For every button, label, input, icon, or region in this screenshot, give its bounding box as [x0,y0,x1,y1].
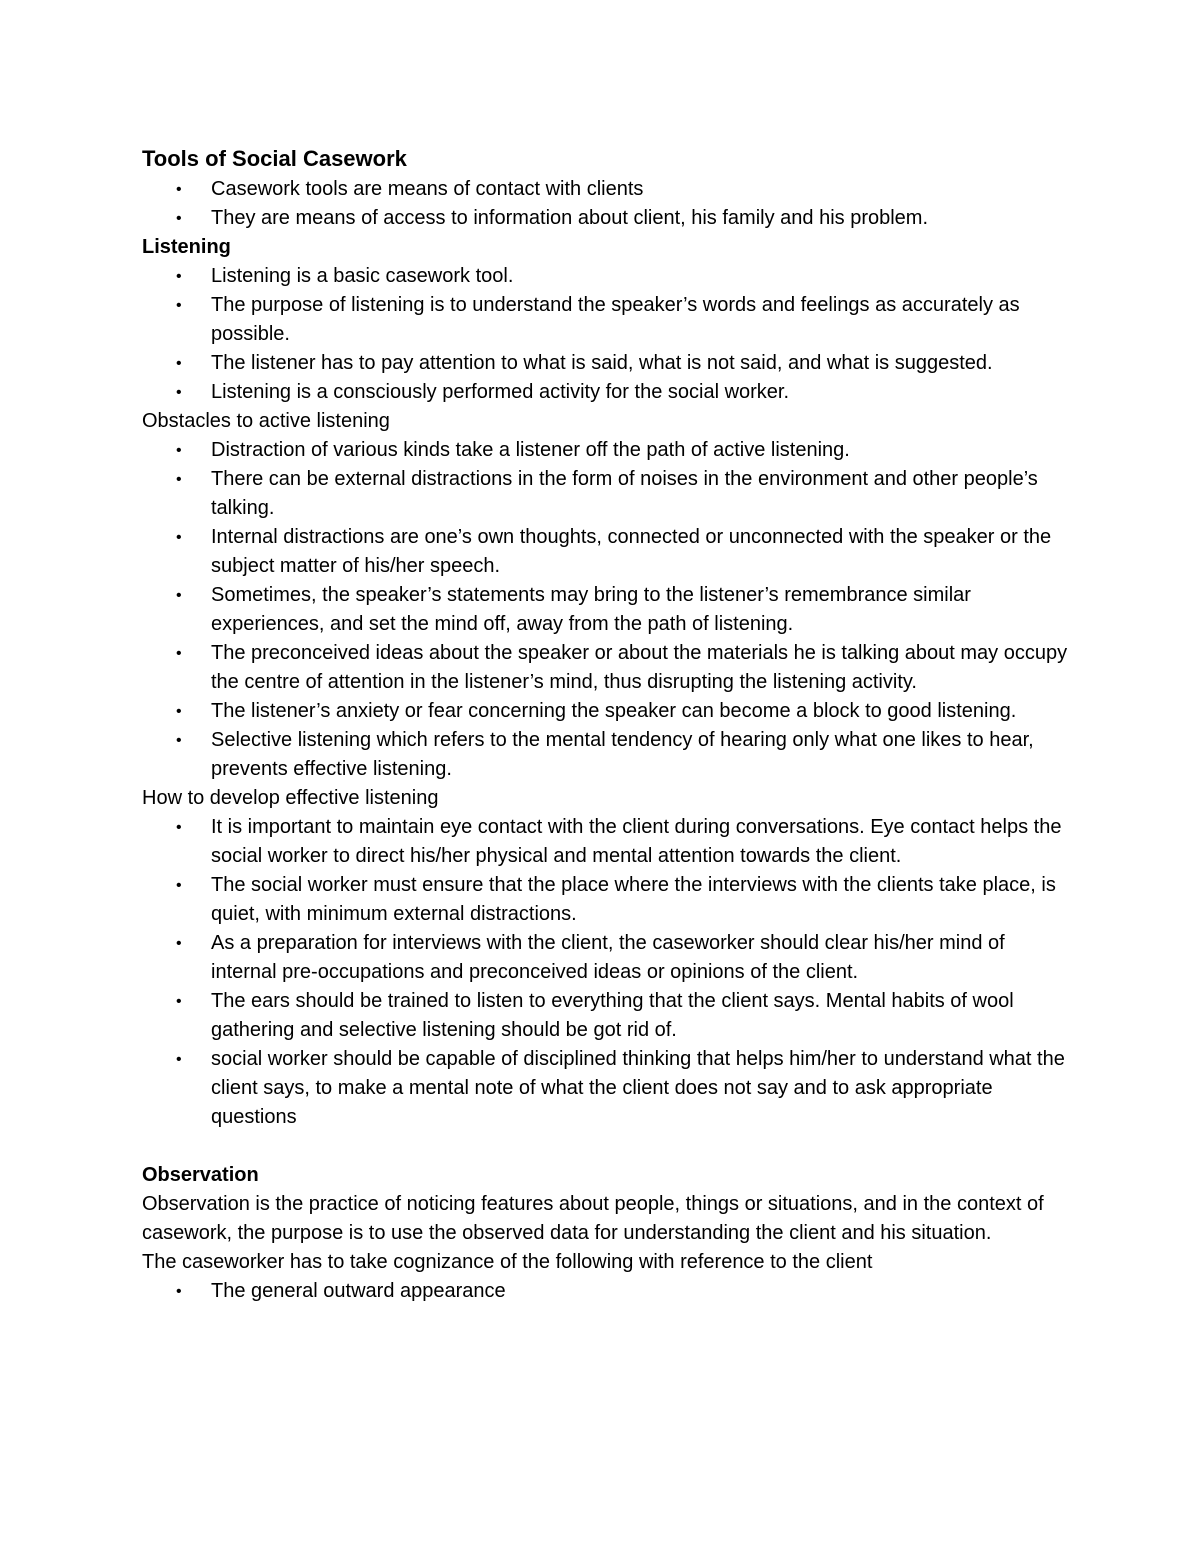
bullet-icon: • [176,877,182,894]
list-item-text: The social worker must ensure that the place where the interviews with the clients take place, is quiet, with minimum external distractions. [211,874,1056,925]
obstacles-heading: Obstacles to active listening [142,410,390,432]
develop-heading: How to develop effective listening [142,787,439,809]
develop-bullet-list [142,813,1072,1132]
bullet-icon: • [176,181,182,198]
bullet-icon: • [176,935,182,952]
bullet-icon: • [176,529,182,546]
bullet-icon: • [176,703,182,720]
list-item [142,726,1072,784]
bullet-icon: • [176,355,182,372]
observation-bullet-list [142,1277,1072,1306]
list-item [142,639,1072,697]
list-item [142,349,1072,378]
bullet-icon: • [176,1051,182,1068]
bullet-icon: • [176,442,182,459]
intro-bullet-list [142,175,1072,233]
list-item [142,378,1072,407]
bullet-icon: • [176,210,182,227]
list-item-text: The ears should be trained to listen to everything that the client says. Mental habits of wool gathering and selective listening should be got rid of. [211,990,1014,1041]
list-item-text: As a preparation for interviews with the client, the caseworker should clear his/her mind of internal pre-occupations and preconceived ideas or opinions of the client. [211,932,1005,983]
document-page [142,142,1072,1306]
list-item [142,929,1072,987]
list-item-text: social worker should be capable of disciplined thinking that helps him/her to understand what the client says, to make a mental note of what the client does not say and to ask appropriate questions [211,1048,1065,1128]
list-item-text: Sometimes, the speaker’s statements may bring to the listener’s remembrance similar experiences, and set the mind off, away from the path of listening. [211,584,971,635]
list-item [142,987,1072,1045]
bullet-icon: • [176,645,182,662]
list-item [142,204,1072,233]
list-item [142,581,1072,639]
list-item-text: Listening is a basic casework tool. [211,265,514,287]
list-item [142,175,1072,204]
list-item-text: The listener’s anxiety or fear concerning the speaker can become a block to good listening. [211,700,1017,722]
obstacles-bullet-list [142,436,1072,784]
document-title: Tools of Social Casework [142,146,407,171]
list-item-text: The general outward appearance [211,1280,506,1302]
bullet-icon: • [176,819,182,836]
list-item-text: The listener has to pay attention to what is said, what is not said, and what is suggested. [211,352,993,374]
list-item [142,523,1072,581]
list-item-text: Casework tools are means of contact with clients [211,178,644,200]
list-item [142,465,1072,523]
list-item [142,813,1072,871]
listening-bullet-list [142,262,1072,407]
list-item-text: The purpose of listening is to understand the speaker’s words and feelings as accurately as possible. [211,294,1020,345]
bullet-icon: • [176,384,182,401]
list-item [142,871,1072,929]
list-item [142,262,1072,291]
bullet-icon: • [176,587,182,604]
bullet-icon: • [176,732,182,749]
list-item-text: It is important to maintain eye contact with the client during conversations. Eye contact helps the social worker to direct his/her physical and mental attention towards the client. [211,816,1062,867]
list-item [142,1277,1072,1306]
bullet-icon: • [176,1283,182,1300]
list-item-text: Selective listening which refers to the mental tendency of hearing only what one likes to hear, prevents effective listening. [211,729,1034,780]
list-item-text: The preconceived ideas about the speaker or about the materials he is talking about may occupy the centre of attention in the listener’s mind, thus disrupting the listening activity. [211,642,1068,693]
bullet-icon: • [176,471,182,488]
list-item-text: Listening is a consciously performed activity for the social worker. [211,381,790,403]
bullet-icon: • [176,993,182,1010]
list-item-text: Internal distractions are one’s own thoughts, connected or unconnected with the speaker or the subject matter of his/her speech. [211,526,1052,577]
list-item-text: Distraction of various kinds take a listener off the path of active listening. [211,439,850,461]
bullet-icon: • [176,297,182,314]
bullet-icon: • [176,268,182,285]
list-item-text: They are means of access to information about client, his family and his problem. [211,207,929,229]
observation-paragraph-2: The caseworker has to take cognizance of the following with reference to the client [142,1251,873,1273]
observation-heading: Observation [142,1164,259,1186]
list-item [142,697,1072,726]
section-spacer [142,1132,1072,1161]
list-item [142,291,1072,349]
listening-heading: Listening [142,236,231,258]
list-item [142,1045,1072,1132]
list-item [142,436,1072,465]
list-item-text: There can be external distractions in the form of noises in the environment and other people’s talking. [211,468,1038,519]
observation-paragraph-1: Observation is the practice of noticing features about people, things or situations, and in the context of casework, the purpose is to use the observed data for understanding the client and his situation. [142,1193,1044,1244]
